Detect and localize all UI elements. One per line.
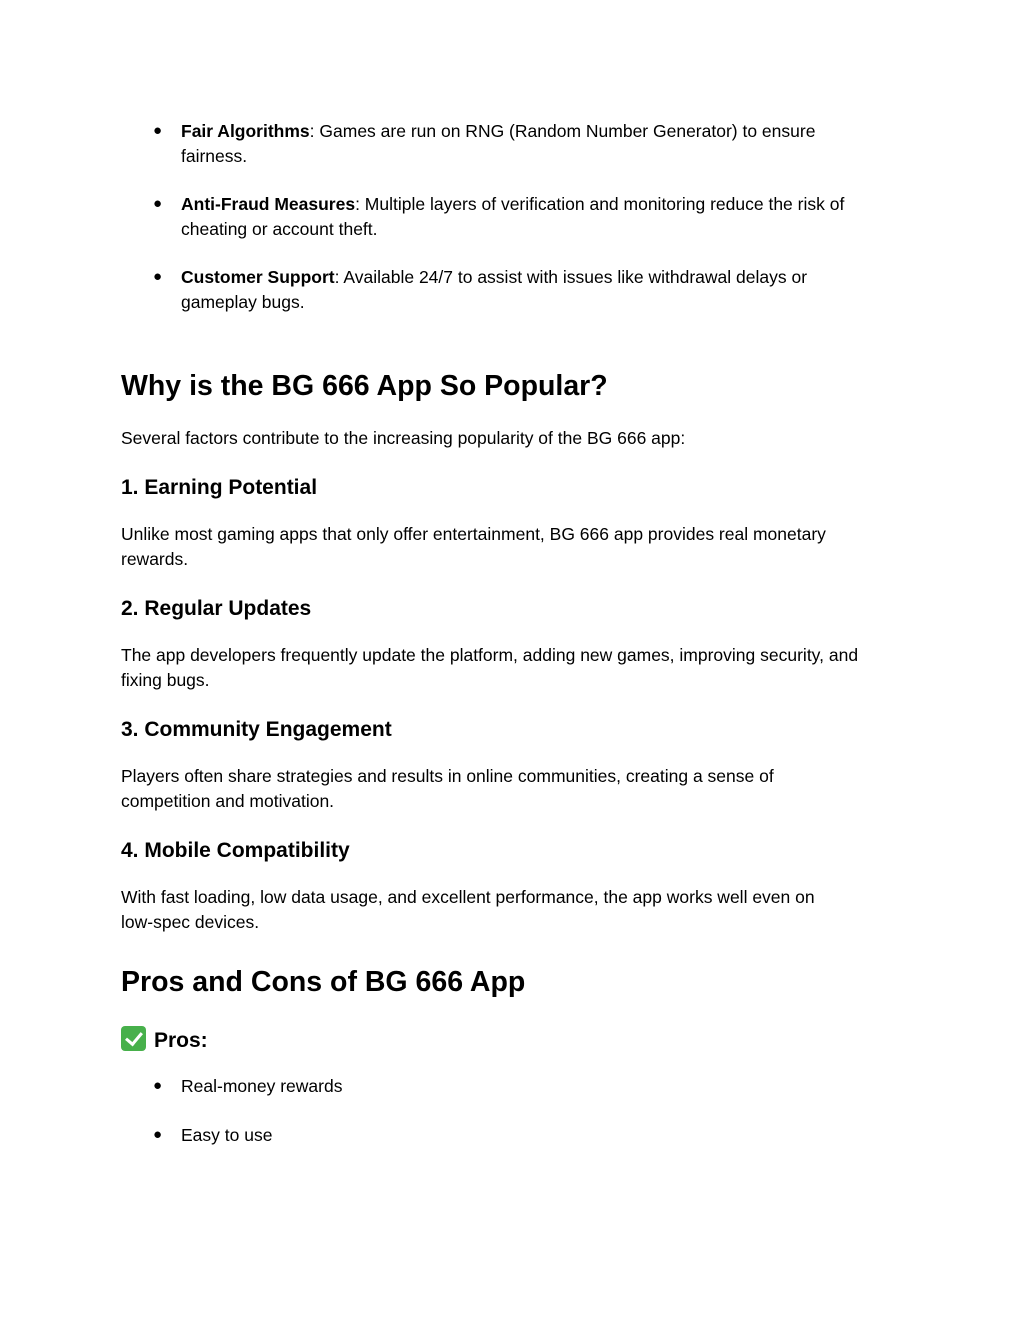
bullet-icon: ● [153, 1077, 163, 1094]
paragraph-line: The app developers frequently update the platform, adding new games, improving security, and [121, 645, 859, 665]
subheading-regular-updates: 2. Regular Updates [121, 597, 312, 620]
paragraph-community-engagement [121, 764, 911, 813]
paragraph-line: Players often share strategies and results in online communities, creating a sense of [121, 766, 774, 786]
list-item [121, 192, 901, 241]
list-item-desc-cont: fairness. [181, 145, 248, 166]
list-item-desc: : Available 24/7 to assist with issues like withdrawal delays or [334, 267, 808, 287]
list-item [121, 265, 901, 314]
list-item [121, 1123, 901, 1148]
bullet-icon: ● [153, 268, 163, 285]
list-item-text: Real-money rewards [181, 1076, 343, 1096]
paragraph-line: fixing bugs. [121, 669, 210, 690]
list-item-term: Customer Support [181, 267, 335, 287]
paragraph-line: With fast loading, low data usage, and excellent performance, the app works well even on [121, 887, 815, 907]
list-item-text [181, 192, 901, 241]
list-item-text: Easy to use [181, 1125, 273, 1145]
paragraph-line: low-spec devices. [121, 911, 260, 932]
subheading-earning-potential: 1. Earning Potential [121, 476, 318, 499]
list-item-desc-cont: cheating or account theft. [181, 218, 378, 239]
section-heading-popular: Why is the BG 666 App So Popular? [121, 370, 608, 402]
paragraph-mobile-compatibility [121, 885, 911, 934]
paragraph-earning-potential [121, 522, 911, 571]
bullet-icon: ● [153, 1126, 163, 1143]
list-item-text [181, 265, 901, 314]
bullet-icon: ● [153, 195, 163, 212]
popular-intro: Several factors contribute to the increasing popularity of the BG 666 app: [121, 428, 686, 448]
subheading-pros [121, 1026, 208, 1054]
list-item-term: Fair Algorithms [181, 121, 310, 141]
list-item-term: Anti-Fraud Measures [181, 194, 356, 214]
list-item-desc-cont: gameplay bugs. [181, 291, 305, 312]
bullet-icon: ● [153, 122, 163, 139]
subheading-community-engagement: 3. Community Engagement [121, 718, 392, 741]
list-item-desc: : Multiple layers of verification and monitoring reduce the risk of [355, 194, 845, 214]
section-heading-pros-cons: Pros and Cons of BG 666 App [121, 966, 526, 998]
subheading-mobile-compatibility: 4. Mobile Compatibility [121, 839, 350, 862]
paragraph-line: Unlike most gaming apps that only offer entertainment, BG 666 app provides real monetary [121, 524, 826, 544]
paragraph-line: competition and motivation. [121, 790, 335, 811]
pros-title: Pros: [154, 1029, 208, 1052]
list-item [121, 1074, 901, 1099]
list-item-desc: : Games are run on RNG (Random Number Generator) to ensure [309, 121, 816, 141]
list-item-text [181, 119, 901, 168]
paragraph-regular-updates [121, 643, 911, 692]
paragraph-line: rewards. [121, 548, 189, 569]
check-mark-icon [121, 1026, 146, 1051]
list-item [121, 119, 901, 168]
